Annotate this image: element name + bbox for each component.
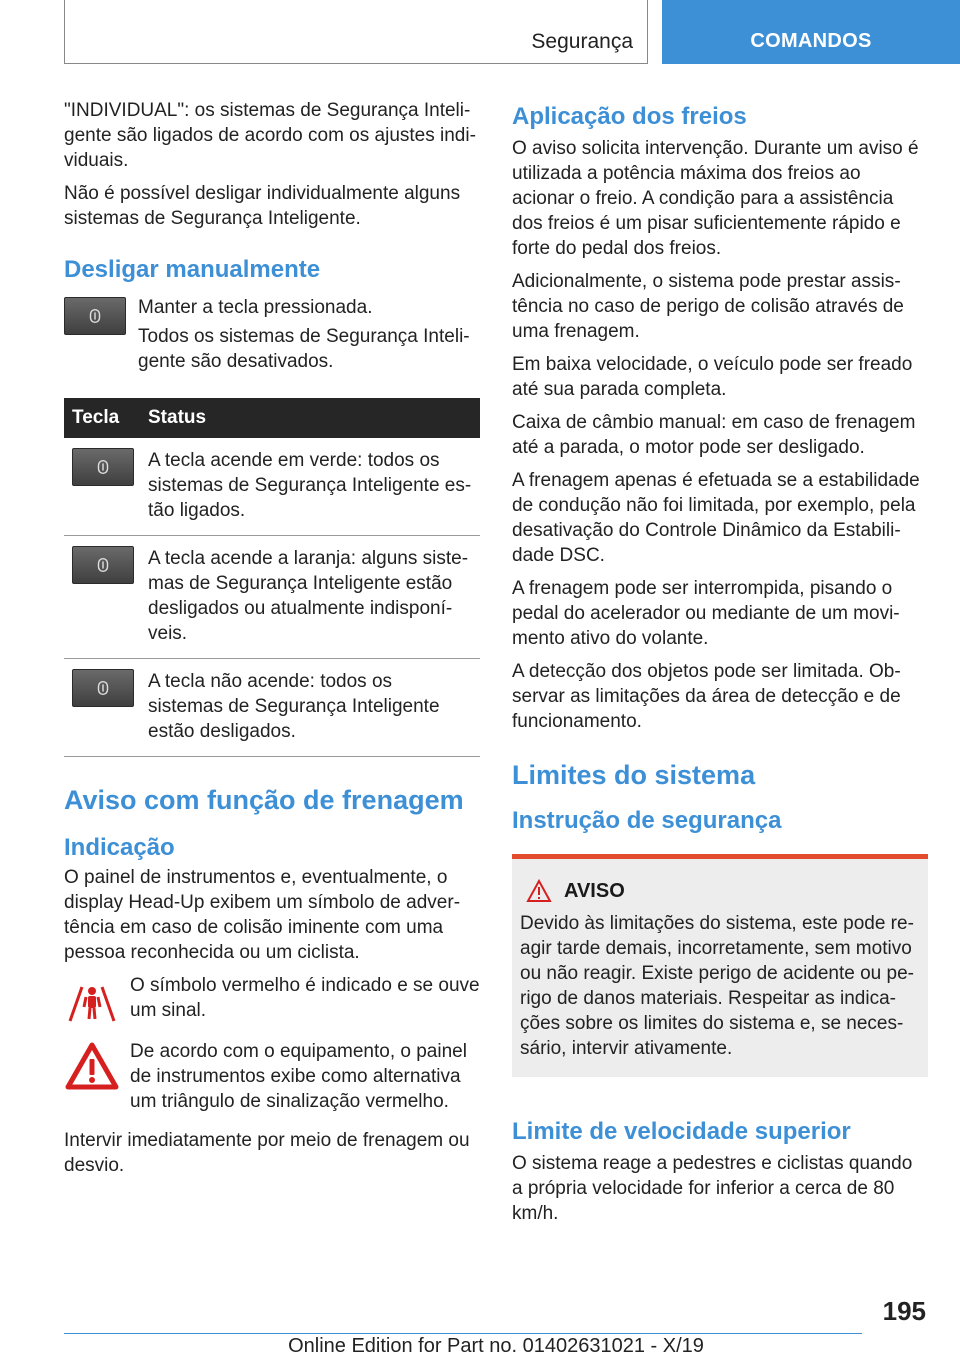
table-cell-status: A tecla acende a laranja: alguns sistemas de Segurança Inteligente estão desligados ou atualmente indisponíveis. [148, 548, 469, 644]
table-cell-status: A tecla não acende: todos os sistemas de Segurança Inteligente estão desligados. [148, 671, 440, 742]
warning-box [512, 854, 928, 1077]
manual-row [64, 295, 480, 382]
safety-button-icon [72, 669, 134, 707]
heading-limite-velocidade: Limite de velocidade superior [512, 1118, 851, 1145]
heading-indicacao: Indicação [64, 834, 175, 861]
safety-button-icon [72, 546, 134, 584]
manual-text: Todos os sistemas de Segurança Inteligente são desativados. [138, 326, 470, 372]
left-column [64, 98, 480, 1186]
warning-title [520, 879, 920, 903]
paragraph: A detecção dos objetos pode ser limitada. Observar as limitações da área de detecção e de funcionamento. [512, 661, 901, 732]
paragraph: O sistema reage a pedestres e ciclistas quando a própria velocidade for inferior a cerca de 80 km/h. [512, 1153, 913, 1224]
footer-divider [64, 1333, 862, 1334]
heading-aviso-frenagem: Aviso com função de frenagem [64, 785, 464, 815]
header-box [64, 0, 648, 64]
status-table [64, 398, 480, 757]
warning-triangle-icon [526, 879, 552, 903]
warning-triangle-icon [64, 1039, 120, 1095]
paragraph: A frenagem pode ser interrompida, pisando o pedal do acelerador ou mediante de um movimento ativo do volante. [512, 578, 900, 649]
table-header-status: Status [140, 398, 480, 438]
paragraph: Intervir imediatamente por meio de frenagem ou desvio. [64, 1130, 470, 1176]
section-title: Segurança [531, 30, 633, 53]
paragraph: O painel de instrumentos e, eventualmente, o display Head-Up exibem um símbolo de advertência em caso de colisão iminente com uma pessoa reconhecida ou um ciclista. [64, 867, 461, 963]
paragraph: Manter a tecla pressionada. [138, 297, 373, 318]
right-column [512, 98, 928, 1234]
paragraph: Adicionalmente, o sistema pode prestar assistência no caso de perigo de colisão através de uma frenagem. [512, 271, 904, 342]
pedestrian-warning-icon [64, 973, 120, 1029]
page-number: 195 [882, 1296, 926, 1326]
icon-row [64, 1039, 480, 1122]
icon-row [64, 973, 480, 1031]
paragraph: De acordo com o equipamento, o painel de instrumentos exibe como alternativa um triângulo de sinalização vermelho. [130, 1041, 467, 1112]
paragraph: Não é possível desligar individualmente alguns sistemas de Segurança Inteligente. [64, 183, 461, 229]
warning-text: Devido às limitações do sistema, este pode reagir tarde demais, incorretamente, sem motivo ou não reagir. Existe perigo de acidente ou perigo de danos materiais. Respeitar as indicações sobre os limites do sistema e, se necessário, intervir ativamente. [520, 913, 914, 1059]
paragraph: O aviso solicita intervenção. Durante um aviso é utilizada a potência máxima dos freios ao acionar o freio. A condição para a assistência dos freios é um pisar suficientemente rápido e forte do pedal dos freios. [512, 138, 919, 259]
heading-desligar-manualmente: Desligar manualmente [64, 256, 321, 283]
table-header-tecla: Tecla [64, 398, 140, 438]
heading-limites-sistema: Limites do sistema [512, 760, 756, 790]
chapter-tab: COMANDOS [662, 0, 960, 64]
heading-aplicacao-freios: Aplicação dos freios [512, 103, 747, 130]
table-cell-status: A tecla acende em verde: todos os sistemas de Segurança Inteligente estão ligados. [148, 450, 472, 521]
table-row [64, 659, 480, 757]
footer-edition: Online Edition for Part no. 01402631021 - X/19 [288, 1335, 704, 1357]
paragraph: "INDIVIDUAL": os sistemas de Segurança Inteligente são ligados de acordo com os ajustes individuais. [64, 100, 476, 171]
table-row [64, 536, 480, 659]
safety-button-icon [64, 297, 126, 335]
warning-title-text: AVISO [564, 879, 625, 902]
table-row [64, 438, 480, 536]
paragraph [138, 324, 480, 374]
heading-instrucao-seguranca: Instrução de segurança [512, 807, 782, 834]
paragraph: Caixa de câmbio manual: em caso de frenagem até a parada, o motor pode ser desligado. [512, 412, 916, 458]
paragraph: O símbolo vermelho é indicado e se ouve um sinal. [130, 975, 480, 1021]
safety-button-icon [72, 448, 134, 486]
paragraph: A frenagem apenas é efetuada se a estabilidade de condução não foi limitada, por exemplo, pela desativação do Controle Dinâmico da Estabilidade DSC. [512, 470, 920, 566]
paragraph: Em baixa velocidade, o veículo pode ser freado até sua parada completa. [512, 354, 913, 400]
